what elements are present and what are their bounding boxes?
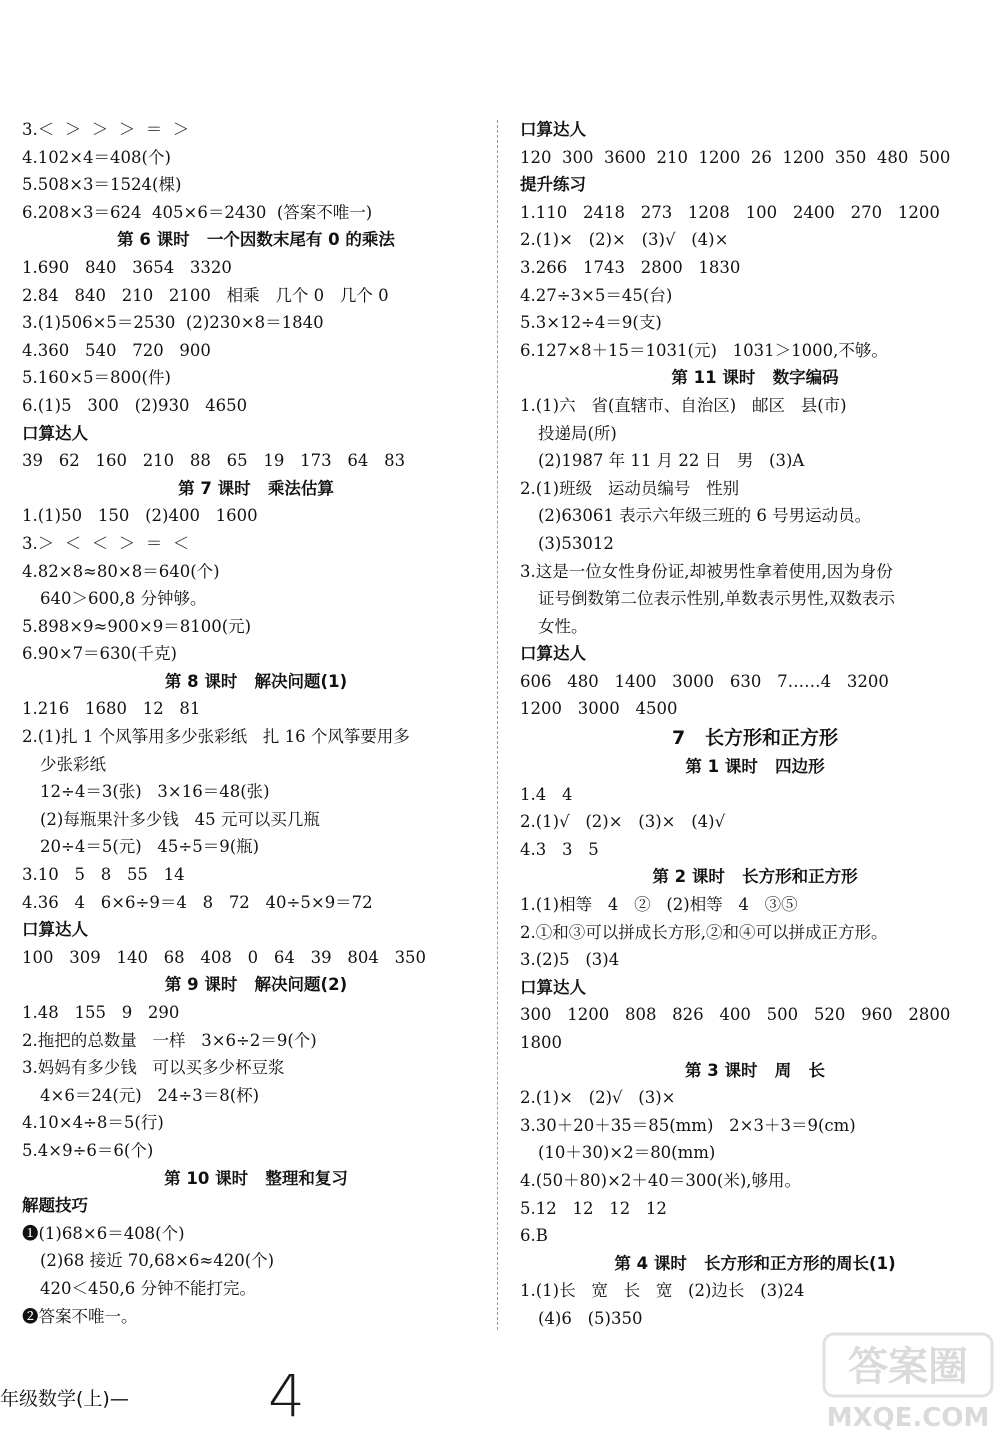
answer-line: 1.216 1680 12 81	[22, 699, 201, 719]
subsection-label: 提升练习	[520, 175, 586, 195]
answer-line: (2)63061 表示六年级三班的 6 号男运动员。	[538, 506, 872, 526]
answer-line: (2)1987 年 11 月 22 日 男 (3)A	[538, 451, 805, 471]
subsection-label: 口算达人	[22, 423, 88, 443]
section-heading: 第 7 课时 乘法估算	[178, 478, 334, 498]
answer-line: 2.拖把的总数量 一样 3×6÷2＝9(个)	[22, 1030, 317, 1050]
answer-line: 5.12 12 12 12	[520, 1198, 667, 1218]
answer-line: 5.4×9÷6＝6(个)	[22, 1140, 154, 1160]
answer-line: 2.(1)× (2)× (3)√ (4)×	[520, 230, 729, 250]
subsection-label: 口算达人	[520, 977, 586, 997]
section-heading: 第 9 课时 解决问题(2)	[164, 975, 348, 995]
answer-line: 少张彩纸	[40, 754, 106, 774]
answer-line: 6.127×8＋15＝1031(元) 1031＞1000,不够。	[520, 340, 888, 360]
section-heading: 第 3 课时 周 长	[685, 1060, 825, 1080]
section-heading: 第 10 课时 整理和复习	[164, 1168, 348, 1188]
watermark-logo	[816, 1330, 1000, 1435]
answer-line: 3.＞ ＜ ＜ ＞ ＝ ＜	[22, 533, 190, 553]
answer-line: 3.这是一位女性身份证,却被男性拿着使用,因为身份	[520, 561, 893, 581]
answer-line: 4.3 3 5	[520, 839, 599, 859]
answer-line: 3.30＋20＋35＝85(mm) 2×3＋3＝9(cm)	[520, 1115, 856, 1135]
subsection-label: 口算达人	[22, 920, 88, 940]
answer-line: 4.10×4÷8＝5(行)	[22, 1113, 164, 1133]
answer-line: 6.B	[520, 1226, 548, 1246]
answer-line: 1.48 155 9 290	[22, 1003, 180, 1022]
answer-line: (2)68 接近 70,68×6≈420(个)	[40, 1251, 275, 1271]
subsection-label: 解题技巧	[22, 1196, 88, 1216]
answer-line: 3.10 5 8 55 14	[22, 865, 185, 885]
section-heading: 第 11 课时 数字编码	[671, 368, 839, 388]
answer-line: 4.(50＋80)×2＋40＝300(米),够用。	[520, 1170, 802, 1190]
answer-line: 1.(1)相等 4 ② (2)相等 4 ③⑤	[520, 895, 798, 915]
answer-line: ❷答案不唯一。	[22, 1306, 138, 1326]
answer-line: 5.898×9≈900×9＝8100(元)	[22, 616, 252, 636]
answer-line: 1.4 4	[520, 784, 573, 804]
answer-line: 120 300 3600 210 1200 26 1200 350 480 500	[520, 147, 951, 167]
answer-line: 1800	[520, 1033, 562, 1052]
answer-line: 20÷4＝5(元) 45÷5＝9(瓶)	[40, 837, 260, 857]
answer-line: 1.690 840 3654 3320	[22, 257, 232, 277]
answer-line: 300 1200 808 826 400 500 520 960 2800	[520, 1005, 951, 1025]
section-heading: 第 8 课时 解决问题(1)	[164, 671, 348, 691]
answer-line: 证号倒数第二位表示性别,单数表示男性,双数表示	[538, 589, 895, 609]
answer-line: 3.妈妈有多少钱 可以买多少杯豆浆	[22, 1058, 285, 1078]
answer-line: 1.(1)长 宽 长 宽 (2)边长 (3)24	[520, 1281, 805, 1301]
answer-line: 6.208×3＝624 405×6＝2430 (答案不唯一)	[22, 202, 373, 222]
answer-line: 女性。	[538, 616, 588, 636]
answer-line: 5.160×5＝800(件)	[22, 368, 171, 388]
answer-line: (3)53012	[538, 533, 614, 553]
answer-line: 100 309 140 68 408 0 64 39 804 350	[22, 947, 427, 967]
section-heading: 第 4 课时 长方形和正方形的周长(1)	[614, 1253, 896, 1273]
answer-line: 3.(1)506×5＝2530 (2)230×8＝1840	[22, 313, 324, 333]
answer-line: 2.(1)× (2)√ (3)×	[520, 1088, 676, 1108]
answer-line: 1.(1)50 150 (2)400 1600	[22, 506, 258, 526]
answer-line: 4.36 4 6×6÷9＝4 8 72 40÷5×9＝72	[22, 892, 373, 912]
answer-line: ❶(1)68×6＝408(个)	[22, 1223, 185, 1243]
subsection-label: 口算达人	[520, 120, 586, 139]
answer-line: 1.110 2418 273 1208 100 2400 270 1200	[520, 202, 940, 222]
section-heading: 第 6 课时 一个因数末尾有 0 的乘法	[117, 230, 395, 250]
answer-line: 2.(1)扎 1 个风筝用多少张彩纸 扎 16 个风筝要用多	[22, 727, 410, 747]
answer-line: 420＜450,6 分钟不能打完。	[40, 1278, 256, 1298]
answer-line: 39 62 160 210 88 65 19 173 64 83	[22, 451, 406, 471]
answer-line: 投递局(所)	[538, 423, 617, 443]
answer-line: 5.3×12÷4＝9(支)	[520, 313, 662, 333]
handwritten-page-number: 4	[268, 1362, 305, 1430]
watermark-url: MXQE.COM	[826, 1403, 990, 1433]
answer-line: 2.①和③可以拼成长方形,②和④可以拼成正方形。	[520, 922, 888, 942]
answer-line: 3.＜ ＞ ＞ ＞ ＝ ＞	[22, 120, 190, 139]
subsection-label: 口算达人	[520, 644, 586, 664]
answer-line: 1200 3000 4500	[520, 699, 678, 719]
answer-line: 3.(2)5 (3)4	[520, 950, 620, 970]
section-heading: 7 长方形和正方形	[671, 727, 839, 750]
footer-title: 年级数学(上)—	[0, 1388, 129, 1410]
answer-line: 4.102×4＝408(个)	[22, 147, 171, 167]
answer-line: 4.82×8≈80×8＝640(个)	[22, 561, 220, 581]
answer-line: 2.(1)班级 运动员编号 性别	[520, 478, 740, 498]
answer-line: (2)每瓶果汁多少钱 45 元可以买几瓶	[40, 809, 320, 829]
answer-line: 6.(1)5 300 (2)930 4650	[22, 395, 248, 415]
answer-line: 6.90×7＝630(千克)	[22, 644, 177, 664]
answer-line: 1.(1)六 省(直辖市、自治区) 邮区 县(市)	[520, 395, 847, 415]
answer-line: (10＋30)×2＝80(mm)	[538, 1143, 716, 1163]
right-column	[520, 116, 990, 1333]
answer-line: 2.(1)√ (2)× (3)× (4)√	[520, 812, 726, 832]
section-heading: 第 2 课时 长方形和正方形	[652, 867, 858, 887]
answer-line: 4.360 540 720 900	[22, 340, 211, 360]
section-heading: 第 1 课时 四边形	[685, 757, 825, 777]
answer-line: (4)6 (5)350	[538, 1308, 643, 1328]
answer-line: 12÷4＝3(张) 3×16＝48(张)	[40, 782, 270, 802]
answer-line: 606 480 1400 3000 630 7……4 3200	[520, 671, 889, 691]
column-divider	[497, 120, 498, 1330]
answer-line: 2.84 840 210 2100 相乘 几个 0 几个 0	[22, 285, 389, 305]
answer-line: 640＞600,8 分钟够。	[40, 589, 207, 609]
watermark-title: 答案圈	[848, 1344, 968, 1390]
answer-line: 4.27÷3×5＝45(台)	[520, 285, 673, 305]
answer-line: 5.508×3＝1524(棵)	[22, 175, 182, 195]
answer-line: 3.266 1743 2800 1830	[520, 257, 741, 277]
left-column	[22, 116, 490, 1330]
answer-line: 4×6＝24(元) 24÷3＝8(杯)	[40, 1085, 260, 1105]
